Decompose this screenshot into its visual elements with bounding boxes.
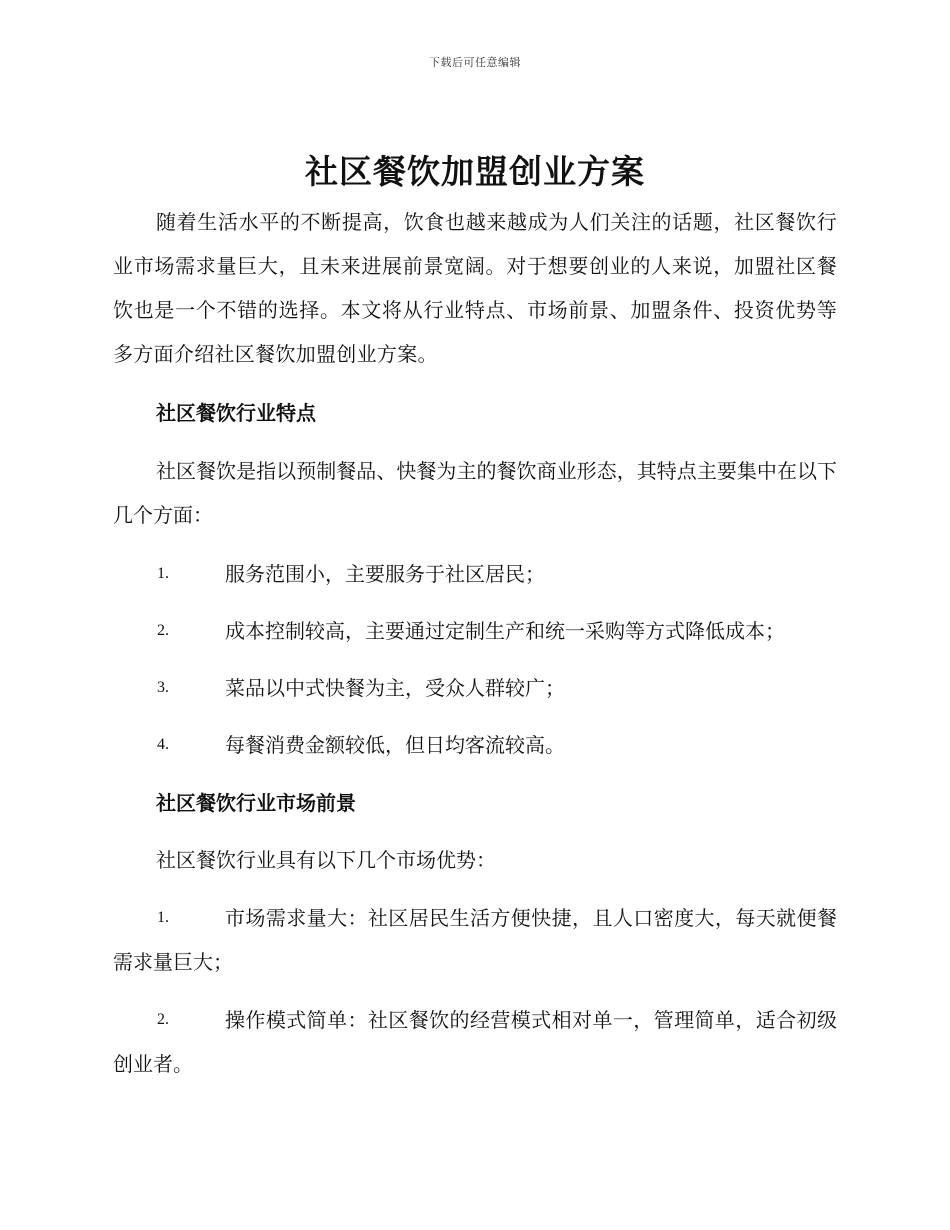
list-item (113, 998, 837, 1086)
list-number: 1. (157, 909, 169, 926)
list-text: 每餐消费金额较低，但日均客流较高。 (225, 733, 565, 757)
header-note: 下载后可任意编辑 (429, 56, 521, 69)
list-item (113, 723, 837, 767)
list-item (113, 896, 837, 984)
list-text: 菜品以中式快餐为主，受众人群较广； (225, 676, 565, 700)
list-item (113, 609, 837, 653)
list-text: 服务范围小，主要服务于社区居民； (225, 562, 545, 586)
intro-paragraph: 随着生活水平的不断提高，饮食也越来越成为人们关注的话题，社区餐饮行业市场需求量巨大，且未来进展前景宽阔。对于想要创业的人来说，加盟社区餐饮也是一个不错的选择。本文将从行业特点、市场前景、加盟条件、投资优势等多方面介绍社区餐饮加盟创业方案。 (113, 210, 837, 366)
list-text: 成本控制较高，主要通过定制生产和统一采购等方式降低成本； (225, 619, 785, 643)
section-heading-market: 社区餐饮行业市场前景 (156, 791, 356, 815)
section-heading-features: 社区餐饮行业特点 (156, 401, 316, 425)
list-text: 市场需求量大：社区居民生活方便快捷，且人口密度大，每天就便餐需求量巨大； (113, 906, 837, 974)
document-title: 社区餐饮加盟创业方案 (305, 152, 645, 191)
list-item (113, 552, 837, 596)
list-number: 1. (157, 565, 169, 582)
list-number: 2. (157, 622, 169, 639)
section-lead-features: 社区餐饮是指以预制餐品、快餐为主的餐饮商业形态，其特点主要集中在以下几个方面： (113, 459, 837, 527)
list-number: 3. (157, 679, 169, 696)
section-lead-market: 社区餐饮行业具有以下几个市场优势： (156, 848, 496, 872)
list-text: 操作模式简单：社区餐饮的经营模式相对单一，管理简单，适合初级创业者。 (113, 1008, 837, 1076)
list-number: 4. (157, 736, 169, 753)
list-item (113, 666, 837, 710)
list-number: 2. (157, 1011, 169, 1028)
